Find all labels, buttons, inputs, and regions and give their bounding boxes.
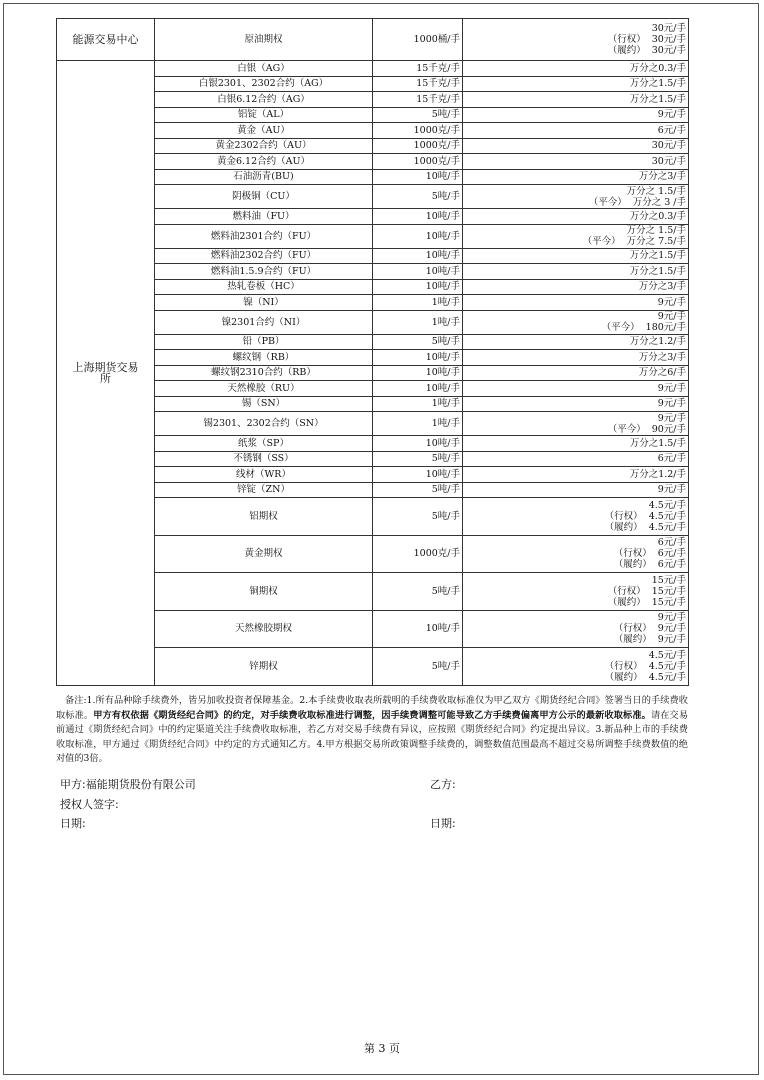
fee-cell: 15元/手 （行权） 15元/手 （履约） 15元/手 [463,573,689,611]
fee-cell: 9元/手 （平今） 90元/手 [463,412,689,436]
date-a-label: 日期: [60,817,86,830]
trade-unit: 1000克/手 [373,154,463,170]
fee-cell: 万分之1.2/手 [463,334,689,350]
product-name: 铝锭（AL） [155,107,373,123]
product-name: 原油期权 [155,19,373,61]
fee-cell: 30元/手 [463,138,689,154]
fee-cell: 30元/手 [463,154,689,170]
fee-cell: 30元/手 （行权） 30元/手 （履约） 30元/手 [463,19,689,61]
fee-cell: 万分之3/手 [463,279,689,295]
trade-unit: 15千克/手 [373,76,463,92]
trade-unit: 15千克/手 [373,61,463,77]
product-name: 燃料油1.5.9合约（FU） [155,264,373,280]
product-name: 天然橡胶（RU） [155,381,373,397]
fee-cell: 万分之 1.5/手 （平今） 万分之 7.5/手 [463,224,689,248]
product-name: 燃料油2301合约（FU） [155,224,373,248]
product-name: 黄金期权 [155,535,373,573]
fee-cell: 万分之0.3/手 [463,209,689,225]
product-name: 铅（PB） [155,334,373,350]
product-name: 锌期权 [155,648,373,686]
fee-cell: 万分之 1.5/手 （平今） 万分之 3 /手 [463,185,689,209]
fee-cell: 9元/手 [463,396,689,412]
trade-unit: 1吨/手 [373,310,463,334]
party-a-label: 甲方:福能期货股份有限公司 [60,778,196,791]
trade-unit: 10吨/手 [373,436,463,452]
product-name: 白银6.12合约（AG） [155,92,373,108]
trade-unit: 1吨/手 [373,396,463,412]
table-row [57,61,689,77]
fee-cell: 万分之1.5/手 [463,264,689,280]
fee-cell: 万分之1.5/手 [463,436,689,452]
table-row [57,19,689,61]
exchange-name: 上海期货交易所 [57,61,155,686]
fee-cell: 9元/手 [463,107,689,123]
product-name: 白银（AG） [155,61,373,77]
product-name: 锌锭（ZN） [155,482,373,498]
fee-cell: 6元/手 [463,123,689,139]
trade-unit: 1000克/手 [373,123,463,139]
trade-unit: 10吨/手 [373,209,463,225]
product-name: 燃料油（FU） [155,209,373,225]
product-name: 螺纹钢（RB） [155,350,373,366]
trade-unit: 5吨/手 [373,648,463,686]
trade-unit: 10吨/手 [373,224,463,248]
authorized-signature-label: 授权人签字: [60,798,119,811]
page-number: 第 3 页 [364,1042,400,1055]
fee-cell: 万分之1.5/手 [463,76,689,92]
trade-unit: 10吨/手 [373,248,463,264]
party-b-label: 乙方: [430,778,456,791]
fee-cell: 万分之0.3/手 [463,61,689,77]
date-b-label: 日期: [430,817,456,830]
fee-cell: 万分之3/手 [463,169,689,185]
trade-unit: 1000桶/手 [373,19,463,61]
fee-cell: 万分之3/手 [463,350,689,366]
fee-cell: 万分之1.5/手 [463,92,689,108]
trade-unit: 15千克/手 [373,92,463,108]
fee-cell: 9元/手 [463,381,689,397]
trade-unit: 5吨/手 [373,185,463,209]
product-name: 纸浆（SP） [155,436,373,452]
trade-unit: 5吨/手 [373,334,463,350]
product-name: 白银2301、2302合约（AG） [155,76,373,92]
fee-cell: 6元/手 [463,451,689,467]
notes-bold: 甲方有权依据《期货经纪合同》的约定，对手续费收取标准进行调整，因手续费调整可能导致乙方手续费偏离甲方公示的最新收取标准。 [93,709,651,721]
product-name: 石油沥青(BU) [155,169,373,185]
fee-cell: 9元/手 （行权） 9元/手 （履约） 9元/手 [463,610,689,648]
fee-cell: 万分之6/手 [463,365,689,381]
fee-cell: 9元/手 [463,295,689,311]
product-name: 黄金6.12合约（AU） [155,154,373,170]
fee-cell: 4.5元/手 （行权） 4.5元/手 （履约） 4.5元/手 [463,648,689,686]
product-name: 螺纹钢2310合约（RB） [155,365,373,381]
product-name: 线材（WR） [155,467,373,483]
trade-unit: 10吨/手 [373,350,463,366]
trade-unit: 5吨/手 [373,573,463,611]
fee-cell: 9元/手 （平今） 180元/手 [463,310,689,334]
product-name: 热轧卷板（HC） [155,279,373,295]
trade-unit: 10吨/手 [373,467,463,483]
trade-unit: 10吨/手 [373,381,463,397]
trade-unit: 10吨/手 [373,610,463,648]
product-name: 不锈钢（SS） [155,451,373,467]
fee-cell: 9元/手 [463,482,689,498]
fee-table [56,18,689,686]
product-name: 天然橡胶期权 [155,610,373,648]
fee-cell: 4.5元/手 （行权） 4.5元/手 （履约） 4.5元/手 [463,498,689,536]
trade-unit: 10吨/手 [373,264,463,280]
product-name: 镍2301合约（NI） [155,310,373,334]
product-name: 燃料油2302合约（FU） [155,248,373,264]
fee-cell: 万分之1.5/手 [463,248,689,264]
trade-unit: 5吨/手 [373,107,463,123]
trade-unit: 10吨/手 [373,169,463,185]
notes-paragraph: 备注:1.所有品种除手续费外，皆另加收投资者保障基金。2.本手续费收取表所载明的手续费收取标准仅为甲乙双方《期货经纪合同》签署当日的手续费收取标准。甲方有权依据《期货经纪合同》的约定，对手续费收取标准进行调整，因手续费调整可能导致乙方手续费偏离甲方公示的最新收取标准。请在交易前通过《期货经纪合同》中的约定渠道关注手续费收取标准，若乙方对交易手续费有异议，应按照《期货经纪合同》约定提出异议。3.新品种上市的手续费收取标准，甲方通过《期货经纪合同》中约定的方式通知乙方。4.甲方根据交易所政策调整手续费的，调整数值范围最高不超过交易所调整手续费数值的绝对值的3倍。 [56,695,689,764]
trade-unit: 1000克/手 [373,138,463,154]
product-name: 铜期权 [155,573,373,611]
trade-unit: 1吨/手 [373,295,463,311]
trade-unit: 5吨/手 [373,451,463,467]
trade-unit: 10吨/手 [373,365,463,381]
trade-unit: 5吨/手 [373,482,463,498]
product-name: 锡（SN） [155,396,373,412]
fee-cell: 6元/手 （行权） 6元/手 （履约） 6元/手 [463,535,689,573]
trade-unit: 10吨/手 [373,279,463,295]
exchange-name: 能源交易中心 [57,19,155,61]
product-name: 阴极铜（CU） [155,185,373,209]
trade-unit: 1000克/手 [373,535,463,573]
product-name: 镍（NI） [155,295,373,311]
product-name: 铝期权 [155,498,373,536]
product-name: 黄金2302合约（AU） [155,138,373,154]
product-name: 黄金（AU） [155,123,373,139]
fee-cell: 万分之1.2/手 [463,467,689,483]
trade-unit: 5吨/手 [373,498,463,536]
trade-unit: 1吨/手 [373,412,463,436]
product-name: 锡2301、2302合约（SN） [155,412,373,436]
